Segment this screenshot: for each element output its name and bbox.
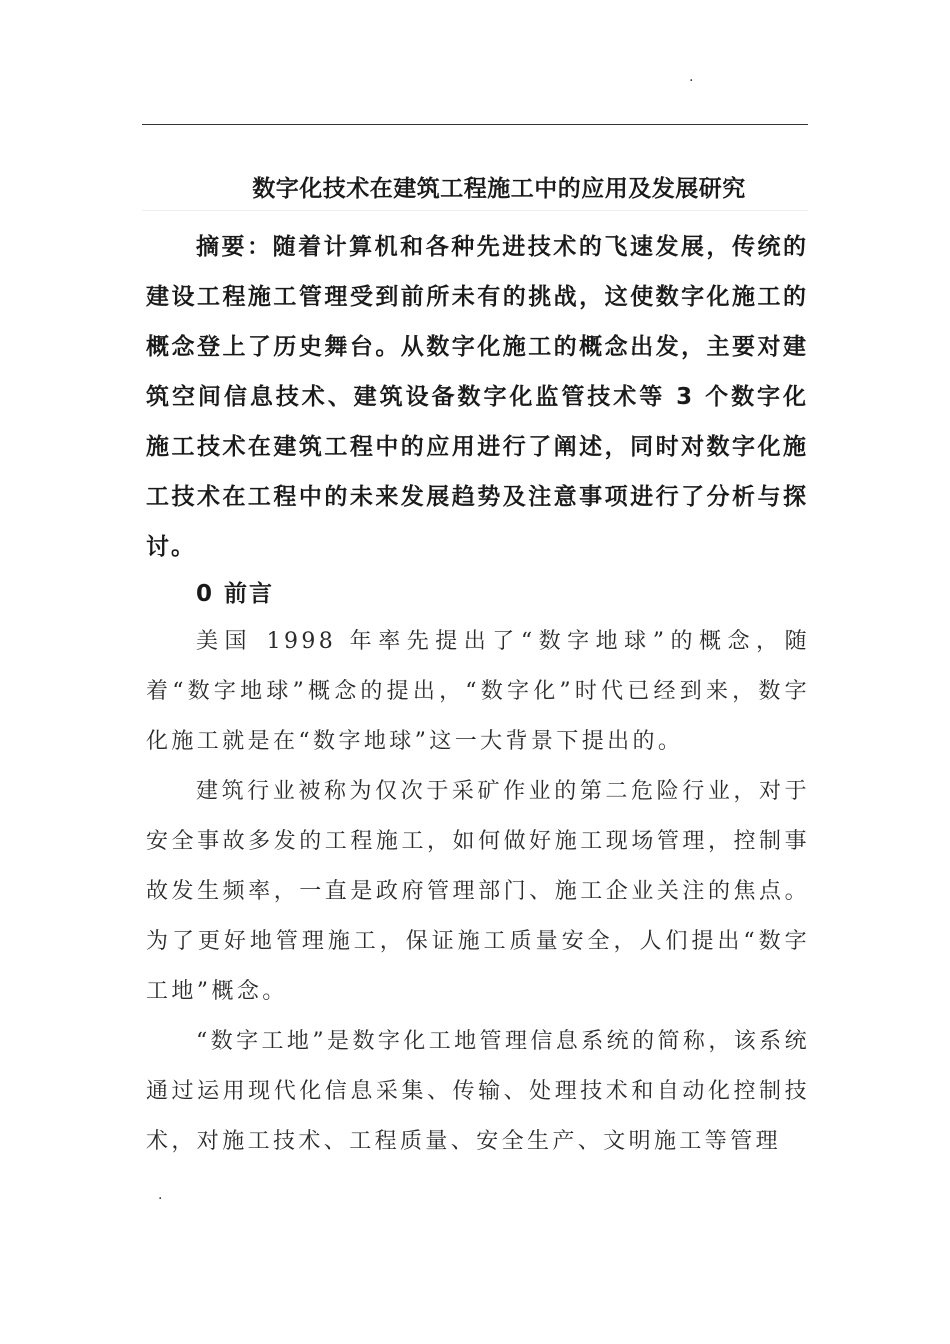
body-paragraph-2: 建筑行业被称为仅次于采矿作业的第二危险行业，对于安全事故多发的工程施工，如何做好施工现场管理，控制事故发生频率，一直是政府管理部门、施工企业关注的焦点。为了更好地管理施工，保证施工质量安全，人们提出“数字工地”概念。 [146, 779, 810, 1004]
body-paragraph-3: “数字工地”是数字化工地管理信息系统的简称，该系统通过运用现代化信息采集、传输、处理技术和自动化控制技术，对施工技术、工程质量、安全生产、文明施工等管理 [146, 1029, 810, 1154]
header-rule [142, 124, 808, 125]
abstract-paragraph: 摘要：随着计算机和各种先进技术的飞速发展，传统的建设工程施工管理受到前所未有的挑战，这使数字化施工的概念登上了历史舞台。从数字化施工的概念出发，主要对建筑空间信息技术、建筑设备数字化监管技术等 3 个数字化施工技术在建筑工程中的应用进行了阐述，同时对数字化施工技术在工程中的未来发展趋势及注意事项进行了分析与探讨。 [146, 234, 808, 560]
page-mark-top: . [689, 69, 694, 85]
body-paragraph-1: 美国 1998 年率先提出了“数字地球”的概念，随着“数字地球”概念的提出，“数字化”时代已经到来，数字化施工就是在“数字地球”这一大背景下提出的。 [146, 629, 810, 754]
title-rule [142, 210, 808, 211]
page-mark-bottom: . [158, 1187, 163, 1203]
section-heading-preface: 0 前言 [196, 581, 275, 607]
document-title: 数字化技术在建筑工程施工中的应用及发展研究 [252, 176, 746, 203]
